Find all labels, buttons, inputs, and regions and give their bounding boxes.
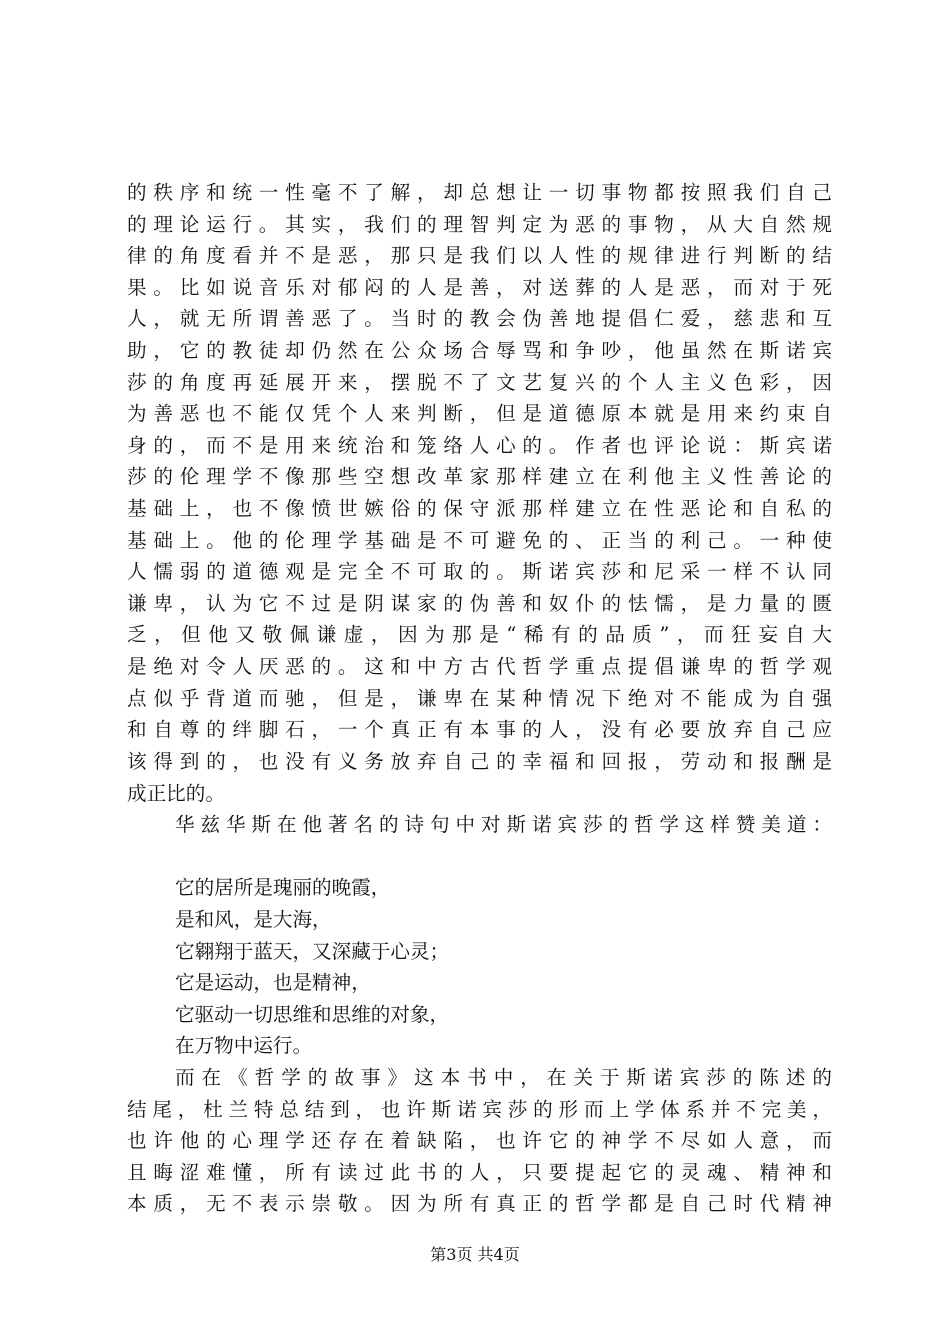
poem-line: 它是运动，也是精神， [175, 971, 371, 995]
text-line: 和自尊的绊脚石，一个真正有本事的人，没有必要放弃自己应 [127, 718, 832, 742]
text-line: 乏，但他又敬佩谦虚，因为那是“稀有的品质”，而狂妄自大 [127, 623, 832, 647]
text-line: 身的，而不是用来统治和笼络人心的。作者也评论说：斯宾诺 [127, 433, 832, 457]
text-line: 且晦涩难懂，所有读过此书的人，只要提起它的灵魂、精神和 [127, 1160, 832, 1184]
text-line: 谦卑，认为它不过是阴谋家的伪善和奴仆的怯懦，是力量的匮 [127, 591, 832, 615]
text-line: 华兹华斯在他著名的诗句中对斯诺宾莎的哲学这样赞美道： [175, 813, 832, 837]
text-line: 点似乎背道而驰，但是，谦卑在某种情况下绝对不能成为自强 [127, 686, 832, 710]
poem-line: 在万物中运行。 [175, 1034, 313, 1058]
text-line: 结尾，杜兰特总结到，也许斯诺宾莎的形而上学体系并不完美， [127, 1097, 832, 1121]
poem-line: 是和风，是大海， [175, 907, 332, 931]
text-line: 本质，无不表示崇敬。因为所有真正的哲学都是自己时代精神 [127, 1192, 832, 1216]
text-line: 人，就无所谓善恶了。当时的教会伪善地提倡仁爱，慈悲和互 [127, 307, 832, 331]
text-line: 的理论运行。其实，我们的理智判定为恶的事物，从大自然规 [127, 212, 832, 236]
text-line: 基础上，也不像愤世嫉俗的保守派那样建立在性恶论和自私的 [127, 497, 832, 521]
page-footer: 第3页 共4页 [430, 1245, 520, 1264]
text-line: 是绝对令人厌恶的。这和中方古代哲学重点提倡谦卑的哲学观 [127, 655, 832, 679]
text-line: 而在《哲学的故事》这本书中，在关于斯诺宾莎的陈述的 [175, 1065, 832, 1089]
text-line: 的秩序和统一性毫不了解，却总想让一切事物都按照我们自己 [127, 181, 832, 204]
text-line: 助，它的教徒却仍然在公众场合辱骂和争吵，他虽然在斯诺宾 [127, 339, 832, 363]
text-line: 为善恶也不能仅凭个人来判断，但是道德原本就是用来约束自 [127, 402, 832, 426]
text-line: 基础上。他的伦理学基础是不可避免的、正当的利己。一种使 [127, 528, 832, 552]
text-line: 也许他的心理学还存在着缺陷，也许它的神学不尽如人意，而 [127, 1129, 832, 1153]
poem-line: 它翱翔于蓝天，又深藏于心灵； [175, 939, 450, 963]
text-line: 果。比如说音乐对郁闷的人是善，对送葬的人是恶，而对于死 [127, 275, 832, 299]
poem-line: 它的居所是瑰丽的晚霞， [175, 876, 391, 900]
text-line: 该得到的，也没有义务放弃自己的幸福和回报，劳动和报酬是 [127, 749, 832, 773]
text-line: 莎的伦理学不像那些空想改革家那样建立在利他主义性善论的 [127, 465, 832, 489]
text-line: 律的角度看并不是恶，那只是我们以人性的规律进行判断的结 [127, 244, 832, 268]
text-line: 莎的角度再延展开来，摆脱不了文艺复兴的个人主义色彩，因 [127, 370, 832, 394]
poem-line: 它驱动一切思维和思维的对象， [175, 1002, 450, 1026]
text-line: 成正比的。 [127, 781, 225, 805]
text-line: 人懦弱的道德观是完全不可取的。斯诺宾莎和尼采一样不认同 [127, 560, 832, 584]
